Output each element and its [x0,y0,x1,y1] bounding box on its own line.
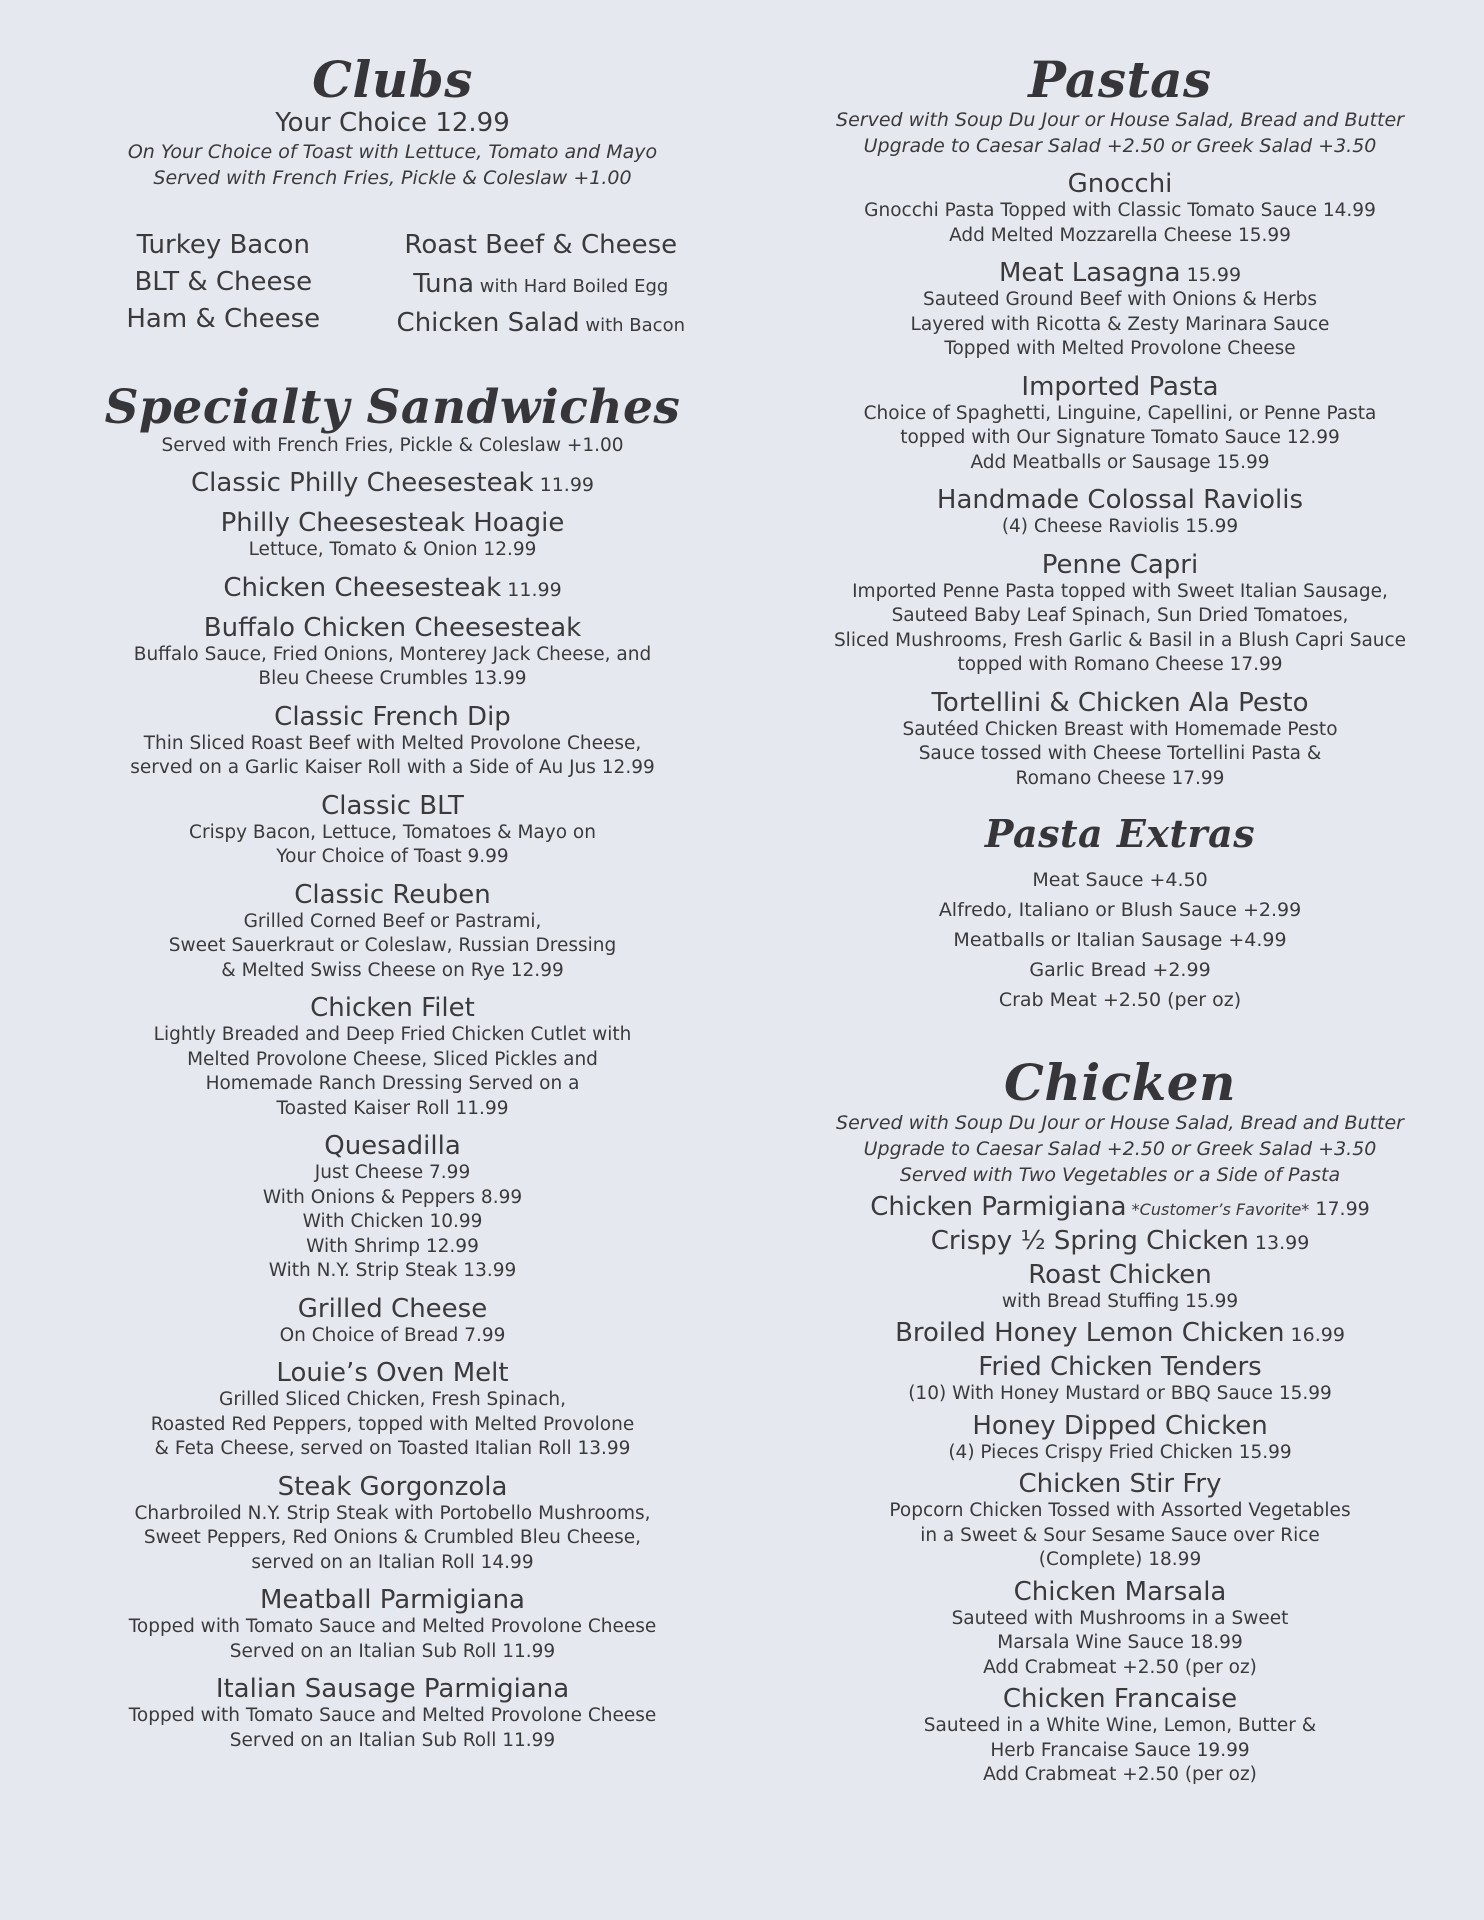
item-description: Sauteed Ground Beef with Onions & Herbs [923,289,1317,310]
item-heading [810,1260,1430,1290]
item-heading [810,1469,1430,1499]
item-heading [810,372,1430,402]
item-name: Meat Lasagna [998,258,1181,288]
item-description: Sauteed in a White Wine, Lemon, Butter & [923,1715,1317,1737]
item-description: Gnocchi Pasta Topped with Classic Tomato Sauce 14.99 [864,200,1376,221]
menu-item [810,485,1430,540]
item-description: (4) Cheese Raviolis 15.99 [1001,516,1239,537]
item-name: Fried Chicken Tenders [978,1352,1262,1383]
item-heading [810,1226,1430,1256]
item-name: Roast Chicken [1028,1259,1212,1290]
item-description: Popcorn Chicken Tossed with Assorted Vegetables [889,1500,1351,1522]
item-description: Toasted Kaiser Roll 11.99 [276,1097,509,1119]
item-description: topped with Our Signature Tomato Sauce 12.99 [900,427,1340,448]
pastas-list [810,169,1430,791]
item-description: Topped with Tomato Sauce and Melted Provolone Cheese [128,1705,657,1727]
item-description: (10) With Honey Mustard or BBQ Sauce 15.99 [908,1383,1332,1405]
item-description: Roasted Red Peppers, topped with Melted Provolone [150,1413,635,1435]
menu-item [810,1577,1430,1681]
specialty-list [100,468,685,1753]
pastas-note: Upgrade to Caesar Salad +2.50 or Greek Salad +3.50 [863,135,1377,157]
item-description: served on an Italian Roll 14.99 [251,1551,534,1573]
menu-item [810,372,1430,476]
item-price: 11.99 [501,578,562,601]
item-description: Crispy Bacon, Lettuce, Tomatoes & Mayo on [189,821,596,843]
item-heading [810,485,1430,515]
pasta-extras-list [810,865,1430,1015]
item-heading [100,702,685,732]
extra-item: Garlic Bread +2.99 [1029,958,1211,981]
item-description: Add Crabmeat +2.50 (per oz) [983,1656,1257,1678]
menu-item [810,1318,1430,1348]
item-heading [810,1577,1430,1607]
specialty-heading: Specialty Sandwiches [104,380,681,435]
item-name: Chicken Cheesesteak [223,572,502,603]
item-price: 13.99 [1248,1231,1310,1254]
item-description: Add Melted Mozzarella Cheese 15.99 [949,224,1291,246]
item-heading [100,508,685,538]
item-name: Meatball Parmigiana [259,1585,525,1616]
item-name: Quesadilla [324,1131,461,1162]
item-heading [100,993,685,1023]
right-column [810,0,1430,1788]
item-description: Grilled Corned Beef or Pastrami, [243,910,542,932]
item-name: Steak Gorgonzola [277,1471,508,1502]
item-description: (4) Pieces Crispy Fried Chicken 15.99 [948,1441,1292,1463]
extra-item: Crab Meat +2.50 (per oz) [998,988,1242,1011]
menu-item [810,688,1430,792]
club-item: BLT & Cheese [134,267,313,297]
pasta-extras-heading: Pasta Extras [984,811,1256,856]
clubs-list [100,227,685,344]
item-name: Louie’s Oven Melt [276,1358,509,1389]
item-name: Chicken Filet [310,993,475,1024]
clubs-heading: Clubs [312,50,473,109]
menu-item [100,1358,685,1462]
item-heading [100,880,685,910]
item-description: Add Meatballs or Sausage 15.99 [970,451,1270,473]
item-name: Broiled Honey Lemon Chicken [895,1318,1285,1349]
item-description: With Chicken 10.99 [302,1211,483,1233]
item-description: served on a Garlic Kaiser Roll with a Side of Au Jus 12.99 [130,757,655,779]
item-heading [810,169,1430,199]
item-description: With N.Y. Strip Steak 13.99 [268,1260,517,1282]
item-description: Bleu Cheese Crumbles 13.99 [258,668,527,690]
chicken-note: Served with Two Vegetables or a Side of Pasta [899,1163,1341,1186]
chicken-list [810,1226,1430,1788]
club-item: Tuna with Hard Boiled Egg [413,269,669,299]
menu-item [810,258,1430,362]
menu-item [810,1260,1430,1315]
item-heading [100,1131,685,1161]
left-column [100,0,685,1753]
item-heading [810,688,1430,718]
item-description: in a Sweet & Sour Sesame Sauce over Rice [920,1524,1320,1546]
clubs-note: On Your Choice of Toast with Lettuce, Tomato and Mayo [127,141,658,163]
item-description: Sauteed Baby Leaf Spinach, Sun Dried Tomatoes, [891,605,1349,626]
item-description: Served on an Italian Sub Roll 11.99 [229,1729,556,1751]
menu-item [100,1674,685,1753]
item-description: (Complete) 18.99 [1038,1549,1202,1571]
item-description: Choice of Spaghetti, Linguine, Capellini, or Penne Pasta [863,402,1377,424]
item-name: Chicken Francaise [1002,1684,1238,1715]
menu-item [100,1294,685,1349]
item-name: Classic BLT [321,790,464,821]
item-name: Classic Reuben [294,879,491,910]
item-heading [100,1358,685,1388]
club-item: Roast Beef & Cheese [404,230,678,260]
menu-item [810,1411,1430,1466]
item-description: Grilled Sliced Chicken, Fresh Spinach, [218,1389,567,1411]
item-heading [100,1674,685,1704]
item-description: Charbroiled N.Y. Strip Steak with Portobello Mushrooms, [134,1502,651,1524]
menu-item [100,702,685,781]
item-description: Sautéed Chicken Breast with Homemade Pesto [902,718,1338,740]
menu-item [100,880,685,984]
item-name: Classic Philly Cheesesteak [191,468,534,499]
item-description: Thin Sliced Roast Beef with Melted Provolone Cheese, [143,732,642,754]
item-description: with Bread Stuffing 15.99 [1001,1290,1239,1312]
item-description: Served on an Italian Sub Roll 11.99 [229,1640,556,1662]
item-description: On Choice of Bread 7.99 [279,1324,506,1346]
item-description: Sweet Peppers, Red Onions & Crumbled Bleu Cheese, [143,1527,642,1549]
item-heading [810,1352,1430,1382]
item-price: 15.99 [1180,264,1242,286]
item-description: Sweet Sauerkraut or Coleslaw, Russian Dressing [168,935,617,957]
menu-item [100,1472,685,1576]
menu-item [810,1352,1430,1407]
item-price: 11.99 [533,474,594,497]
menu-item [100,1585,685,1664]
item-name: Classic French Dip [274,701,511,732]
clubs-note: Served with French Fries, Pickle & Coleslaw +1.00 [153,167,632,189]
menu-item [810,1684,1430,1788]
item-description: Homemade Ranch Dressing Served on a [205,1073,580,1095]
item-name: Crispy ½ Spring Chicken [930,1225,1249,1256]
menu-item [100,613,685,692]
item-description: Layered with Ricotta & Zesty Marinara Sauce [910,313,1330,335]
menu-item [100,993,685,1121]
item-name: Penne Capri [1041,549,1199,580]
menu-item [810,550,1430,678]
item-heading [810,550,1430,580]
clubs-price: Your Choice 12.99 [275,108,510,138]
item-description: Marsala Wine Sauce 18.99 [997,1632,1243,1654]
menu-item [810,1226,1430,1256]
item-heading [810,258,1430,288]
menu-item [100,508,685,563]
club-item: Chicken Salad with Bacon [396,308,685,338]
item-description: Buffalo Sauce, Fried Onions, Monterey Jack Cheese, and [133,643,652,665]
item-description: Lightly Breaded and Deep Fried Chicken Cutlet with [153,1024,632,1046]
item-heading [100,1294,685,1324]
item-heading [100,613,685,643]
item-description: Your Choice of Toast 9.99 [276,846,509,868]
item-name: Chicken Stir Fry [1018,1469,1222,1500]
item-description: topped with Romano Cheese 17.99 [957,654,1283,675]
item-heading [810,1684,1430,1714]
item-description: Sauce tossed with Cheese Tortellini Pasta & [918,743,1322,764]
item-description: Just Cheese 7.99 [314,1162,471,1184]
item-description: Lettuce, Tomato & Onion 12.99 [248,539,537,561]
item-description: Topped with Melted Provolone Cheese [944,338,1296,359]
item-name: Honey Dipped Chicken [972,1410,1268,1441]
item-heading [100,468,685,498]
specialty-note: Served with French Fries, Pickle & Coleslaw +1.00 [161,434,624,456]
item-description: & Melted Swiss Cheese on Rye 12.99 [221,959,564,981]
item-description: Sauteed with Mushrooms in a Sweet [951,1607,1289,1629]
item-name: Italian Sausage Parmigiana [215,1674,570,1705]
club-item: Ham & Cheese [126,304,321,334]
item-name: Chicken Parmigiana [870,1191,1127,1222]
item-heading [810,1318,1430,1348]
item-price: 16.99 [1284,1324,1345,1347]
item-description: Romano Cheese 17.99 [1015,767,1225,789]
item-description: Herb Francaise Sauce 19.99 [990,1739,1250,1761]
item-heading [100,1585,685,1615]
pastas-note: Served with Soup Du Jour or House Salad, Bread and Butter [836,109,1404,131]
item-description: Topped with Tomato Sauce and Melted Provolone Cheese [128,1616,657,1638]
menu-item [810,169,1430,248]
menu-item [810,1469,1430,1573]
item-heading [100,1472,685,1502]
item-description: & Feta Cheese, served on Toasted Italian Roll 13.99 [154,1438,631,1460]
extra-item: Meatballs or Italian Sausage +4.99 [953,928,1287,951]
item-note: *Customer’s Favorite* [1131,1199,1310,1219]
chicken-note: Upgrade to Caesar Salad +2.50 or Greek Salad +3.50 [863,1137,1377,1160]
menu-item [100,468,685,498]
item-name: Chicken Marsala [1013,1576,1227,1607]
menu-item [100,573,685,603]
item-name: Imported Pasta [1021,371,1219,402]
item-description: Melted Provolone Cheese, Sliced Pickles and [187,1048,598,1070]
item-name: Gnocchi [1067,169,1173,199]
item-description: With Shrimp 12.99 [306,1235,479,1257]
item-description: Imported Penne Pasta topped with Sweet Italian Sausage, [852,580,1388,602]
item-name: Grilled Cheese [297,1293,488,1324]
menu-item [810,1192,1430,1222]
pastas-heading: Pastas [1028,50,1212,109]
item-name: Tortellini & Chicken Ala Pesto [931,687,1309,718]
extra-item: Meat Sauce +4.50 [1032,868,1208,891]
menu-item [100,1131,685,1284]
chicken-note: Served with Soup Du Jour or House Salad, Bread and Butter [836,1111,1404,1134]
item-description: Sliced Mushrooms, Fresh Garlic & Basil in a Blush Capri Sauce [833,629,1407,651]
item-name: Philly Cheesesteak Hoagie [220,508,565,539]
item-description: With Onions & Peppers 8.99 [262,1186,523,1208]
item-heading [810,1411,1430,1441]
menu-item [100,791,685,870]
extra-item: Alfredo, Italiano or Blush Sauce +2.99 [938,898,1302,921]
item-heading [100,573,685,603]
item-name: Handmade Colossal Raviolis [936,485,1304,515]
item-name: Buffalo Chicken Cheesesteak [203,612,582,643]
item-price: 17.99 [1309,1197,1370,1220]
chicken-heading: Chicken [1004,1052,1236,1112]
item-heading [100,791,685,821]
item-description: Add Crabmeat +2.50 (per oz) [983,1764,1257,1786]
club-item: Turkey Bacon [136,230,310,260]
